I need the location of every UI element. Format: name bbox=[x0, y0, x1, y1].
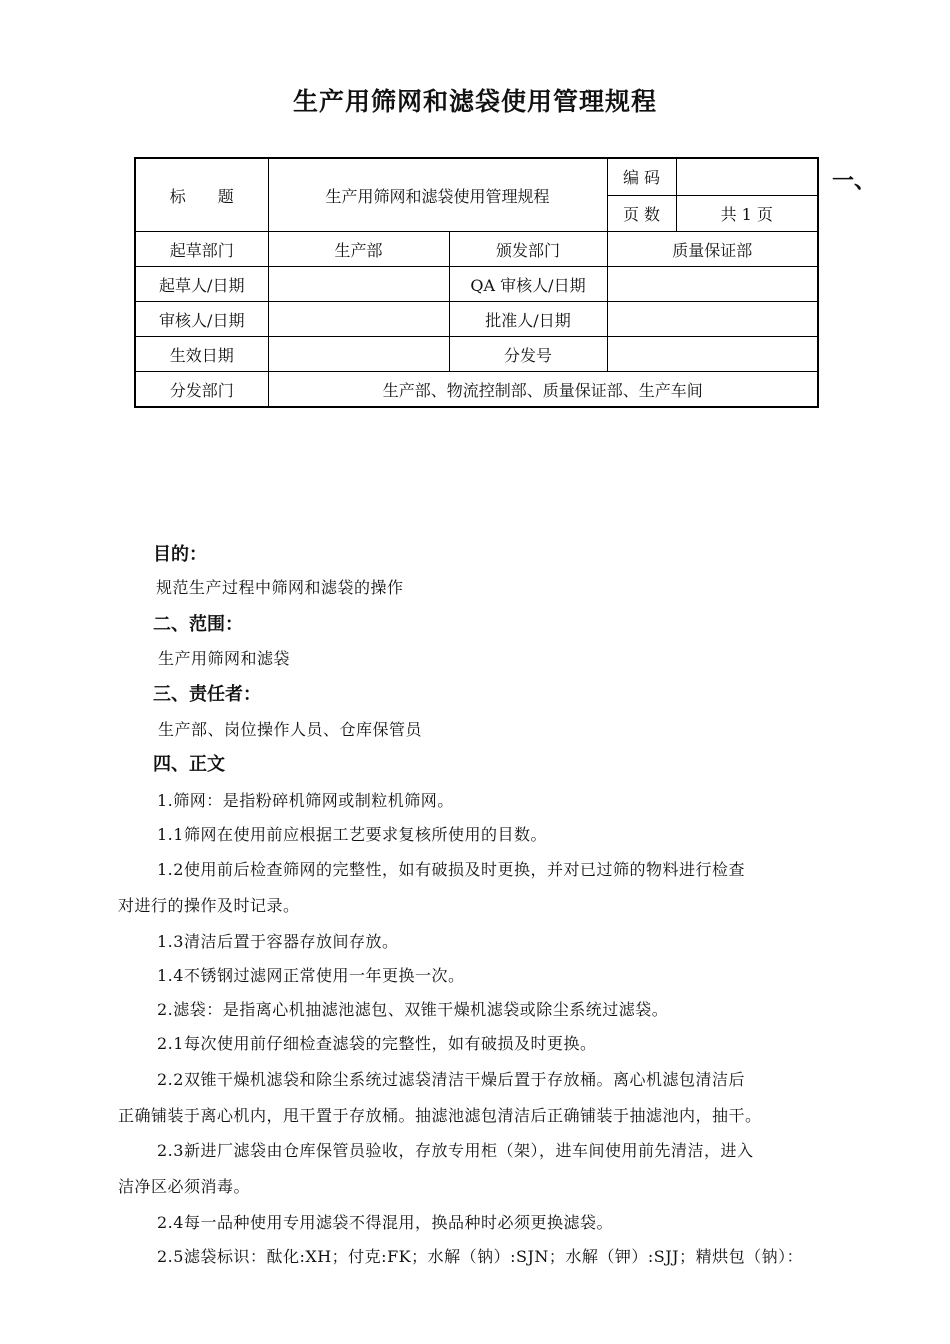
label-qa-reviewer: QA 审核人/日期 bbox=[449, 267, 607, 302]
body-line: 1.3清洁后置于容器存放间存放。 bbox=[157, 932, 399, 951]
body-line: 1.2使用前后检查筛网的完整性，如有破损及时更换，并对已过筛的物料进行检查 bbox=[157, 860, 745, 879]
reviewer-value bbox=[268, 302, 449, 337]
body-line: 洁净区必须消毒。 bbox=[118, 1177, 251, 1196]
qa-reviewer-value bbox=[607, 267, 818, 302]
body-line: 2.3新进厂滤袋由仓库保管员验收，存放专用柜（架），进车间使用前先清洁，进入 bbox=[157, 1141, 754, 1160]
scope-text: 生产用筛网和滤袋 bbox=[158, 649, 291, 668]
body-line: 2.4每一品种使用专用滤袋不得混用，换品种时必须更换滤袋。 bbox=[157, 1213, 613, 1232]
label-drafter: 起草人/日期 bbox=[135, 267, 268, 302]
label-pages: 页 数 bbox=[607, 195, 676, 232]
body-line: 2.5滤袋标识：酞化:XH；付克:FK；水解（钠）:SJN；水解（钾）:SJJ；精烘包（钠）： bbox=[157, 1247, 804, 1266]
label-draft-dept: 起草部门 bbox=[135, 232, 268, 267]
pages-value: 共 1 页 bbox=[676, 195, 818, 232]
distribution-dept-value: 生产部、物流控制部、质量保证部、生产车间 bbox=[268, 372, 818, 408]
scope-heading: 二、范围： bbox=[153, 614, 243, 635]
label-distribution-dept: 分发部门 bbox=[135, 372, 268, 408]
header-table bbox=[134, 157, 819, 408]
purpose-text: 规范生产过程中筛网和滤袋的操作 bbox=[156, 578, 404, 597]
responsibility-text: 生产部、岗位操作人员、仓库保管员 bbox=[158, 720, 423, 739]
body-line: 对进行的操作及时记录。 bbox=[118, 896, 300, 915]
drafter-value bbox=[268, 267, 449, 302]
title-value: 生产用筛网和滤袋使用管理规程 bbox=[268, 158, 607, 232]
code-value bbox=[676, 158, 818, 195]
label-issue-dept: 颁发部门 bbox=[449, 232, 607, 267]
body-line: 2.1每次使用前仔细检查滤袋的完整性，如有破损及时更换。 bbox=[157, 1034, 597, 1053]
distribution-number-value bbox=[607, 337, 818, 372]
body-line: 1.筛网：是指粉碎机筛网或制粒机筛网。 bbox=[157, 791, 454, 810]
label-title: 标 题 bbox=[135, 158, 268, 232]
draft-dept-value: 生产部 bbox=[268, 232, 449, 267]
label-reviewer: 审核人/日期 bbox=[135, 302, 268, 337]
body-heading: 四、正文 bbox=[153, 754, 225, 775]
label-distribution-number: 分发号 bbox=[449, 337, 607, 372]
body-line: 2.2双锥干燥机滤袋和除尘系统过滤袋清洁干燥后置于存放桶。离心机滤包清洁后 bbox=[157, 1070, 745, 1089]
body-line: 2.滤袋：是指离心机抽滤池滤包、双锥干燥机滤袋或除尘系统过滤袋。 bbox=[157, 1000, 669, 1019]
purpose-heading: 目的： bbox=[153, 544, 207, 565]
label-approver: 批准人/日期 bbox=[449, 302, 607, 337]
issue-dept-value: 质量保证部 bbox=[607, 232, 818, 267]
document-title: 生产用筛网和滤袋使用管理规程 bbox=[292, 87, 657, 116]
approver-value bbox=[607, 302, 818, 337]
body-line: 正确铺装于离心机内，甩干置于存放桶。抽滤池滤包清洁后正确铺装于抽滤池内，抽干。 bbox=[118, 1106, 762, 1125]
effective-date-value bbox=[268, 337, 449, 372]
section-one-marker: 一、 bbox=[832, 169, 877, 194]
responsibility-heading: 三、责任者： bbox=[153, 684, 261, 705]
label-effective-date: 生效日期 bbox=[135, 337, 268, 372]
label-code: 编 码 bbox=[607, 158, 676, 195]
body-line: 1.4不锈钢过滤网正常使用一年更换一次。 bbox=[157, 966, 465, 985]
body-line: 1.1筛网在使用前应根据工艺要求复核所使用的目数。 bbox=[157, 825, 547, 844]
